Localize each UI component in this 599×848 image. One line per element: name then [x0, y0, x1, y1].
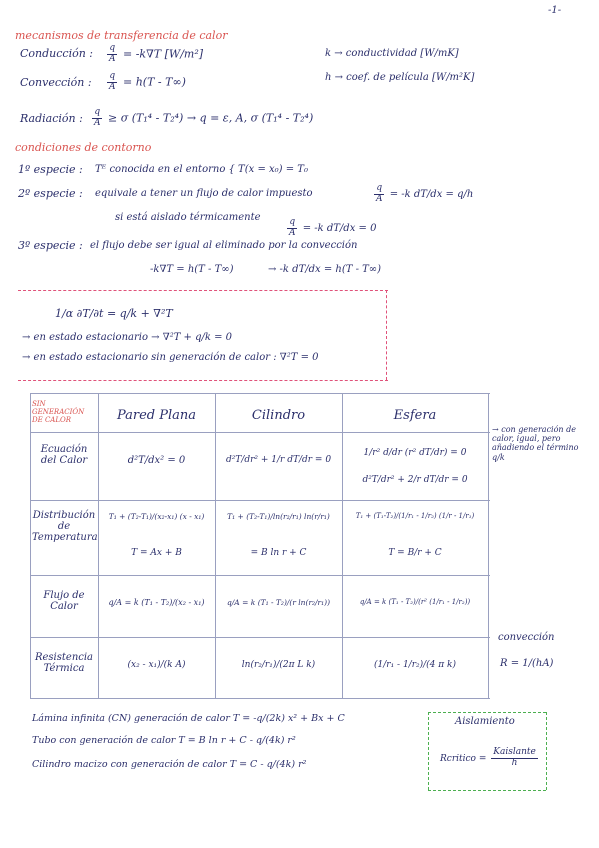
table-header-line — [30, 432, 490, 433]
second-species-eq: $\frac{q}{A}$ = -k dT/dx = q/h — [376, 183, 474, 204]
cell-temp-sphere-general: T = B/r + C — [388, 548, 442, 558]
second-species-text-2: si está aislado térmicamente — [115, 212, 261, 223]
boundary-title: condiciones de contorno — [15, 141, 152, 154]
conduction-equation: $\frac{q}{A}$ = -k∇T [W/m²] — [109, 43, 204, 64]
row-label-heat-flux: Flujo de Calor — [43, 590, 85, 612]
table-row-3-line — [30, 637, 490, 638]
second-species-label: 2º especie : — [18, 187, 83, 200]
table-bottom-line — [30, 698, 490, 699]
solid-cylinder-line: Cilindro macizo con generación de calor T = C - q/(4k) r² — [32, 759, 307, 770]
table-top-line — [30, 393, 490, 394]
row-label-resistance: Resistencia Térmica — [34, 652, 94, 674]
row-label-temp-dist: Distribución de Temperatura — [32, 510, 98, 543]
insulation-box-bottom — [428, 790, 546, 791]
convection-equation: $\frac{q}{A}$ = h(T - T∞) — [109, 71, 186, 92]
convection-note-label: convección — [498, 632, 555, 643]
convection-resistance-eq: R = 1/(hA) — [500, 658, 554, 669]
critical-radius-eq: Rcritico = $\frac{\text{Kaislante}}{h}$ — [440, 747, 536, 768]
cell-flux-sphere: q/A = k (T₁ - T₂)/(r² (1/r₁ - 1/r₂)) — [359, 598, 471, 606]
table-col-1-line — [98, 393, 99, 698]
cell-heat-eq-sphere-alt: d²T/dr² + 2/r dT/dr = 0 — [362, 475, 468, 485]
third-species-text: el flujo debe ser igual al eliminado por la convección — [90, 240, 358, 251]
conduction-label: Conducción : — [20, 47, 93, 60]
box-right-border — [386, 290, 387, 380]
mechanisms-title: mecanismos de transferencia de calor — [15, 29, 228, 42]
header-sphere: Esfera — [393, 408, 437, 423]
second-species-eq-2: $\frac{q}{A}$ = -k dT/dx = 0 — [289, 217, 377, 238]
table-row-1-line — [30, 500, 490, 501]
table-col-2-line — [215, 393, 216, 698]
third-species-label: 3º especie : — [18, 239, 83, 252]
header-cylinder: Cilindro — [251, 408, 306, 423]
heat-equation: 1/α ∂T/∂t = q/k + ∇²T — [55, 307, 173, 320]
third-species-eq-2: → -k dT/dx = h(T - T∞) — [268, 264, 382, 275]
insulation-box-left — [428, 712, 429, 790]
box-bottom-border — [18, 380, 388, 381]
third-species-eq-1: -k∇T = h(T - T∞) — [150, 264, 234, 275]
insulation-title: Aislamiento — [455, 716, 515, 727]
table-row-2-line — [30, 575, 490, 576]
cell-heat-eq-wall: d²T/dx² = 0 — [127, 455, 186, 466]
cell-temp-wall-general: T = Ax + B — [131, 548, 182, 558]
table-right-line — [488, 393, 489, 698]
cell-temp-cylinder: T₁ + (T₂-T₁)/ln(r₂/r₁) ln(r/r₁) — [227, 512, 330, 521]
generation-side-note: → con generación de calor, igual, pero añadiendo el término q/k — [492, 425, 579, 462]
cell-heat-eq-sphere: 1/r² d/dr (r² dT/dr) = 0 — [363, 448, 467, 458]
cell-temp-wall: T₁ + (T₂-T₁)/(x₂-x₁) (x - x₁) — [108, 512, 205, 521]
tube-line: Tubo con generación de calor T = B ln r + C - q/(4k) r² — [32, 735, 296, 746]
cell-temp-cylinder-general: = B ln r + C — [250, 548, 307, 558]
steady-state-line: → en estado estacionario → ∇²T + q/k = 0 — [22, 332, 233, 343]
box-top-border — [18, 290, 388, 291]
cell-resistance-sphere: (1/r₁ - 1/r₂)/(4 π k) — [374, 660, 456, 670]
table-col-3-line — [342, 393, 343, 698]
cell-heat-eq-cylinder: d²T/dr² + 1/r dT/dr = 0 — [225, 455, 332, 465]
table-corner-label: SIN GENERACIÓN DE CALOR — [32, 400, 85, 425]
cell-resistance-cylinder: ln(r₂/r₁)/(2π L k) — [241, 660, 316, 670]
second-species-text: equivale a tener un flujo de calor impuesto — [95, 188, 313, 199]
row-label-heat-eq: Ecuación del Calor — [40, 444, 88, 466]
infinite-sheet-line: Lámina infinita (CN) generación de calor T = -q/(2k) x² + Bx + C — [32, 713, 345, 724]
first-species-text: Tᴱ conocida en el entorno { T(x = x₀) = T₀ — [95, 164, 308, 175]
table-left-line — [30, 393, 31, 698]
first-species-label: 1º especie : — [18, 163, 83, 176]
cell-resistance-wall: (x₂ - x₁)/(k A) — [127, 660, 186, 670]
insulation-box-top — [428, 712, 546, 713]
page-number: -1- — [548, 5, 562, 16]
k-description: k → conductividad [W/mK] — [325, 48, 459, 59]
header-plane-wall: Pared Plana — [116, 408, 197, 423]
radiation-equation: $\frac{q}{A}$ ≥ σ (T₁⁴ - T₂⁴) → q = ε, A, σ (T₁⁴ - T₂⁴) — [94, 107, 314, 128]
cell-temp-sphere: T₁ + (T₁-T₂)/(1/r₁ - 1/r₂) (1/r - 1/r₁) — [355, 512, 475, 520]
convection-label: Convección : — [20, 76, 92, 89]
cell-flux-cylinder: q/A = k (T₁ - T₂)/(r ln(r₂/r₁)) — [226, 598, 331, 607]
h-description: h → coef. de película [W/m²K] — [325, 72, 475, 83]
radiation-label: Radiación : — [20, 112, 83, 125]
steady-state-no-gen-line: → en estado estacionario sin generación de calor : ∇²T = 0 — [22, 352, 319, 363]
cell-flux-wall: q/A = k (T₁ - T₂)/(x₂ - x₁) — [108, 598, 205, 607]
insulation-box-right — [546, 712, 547, 790]
